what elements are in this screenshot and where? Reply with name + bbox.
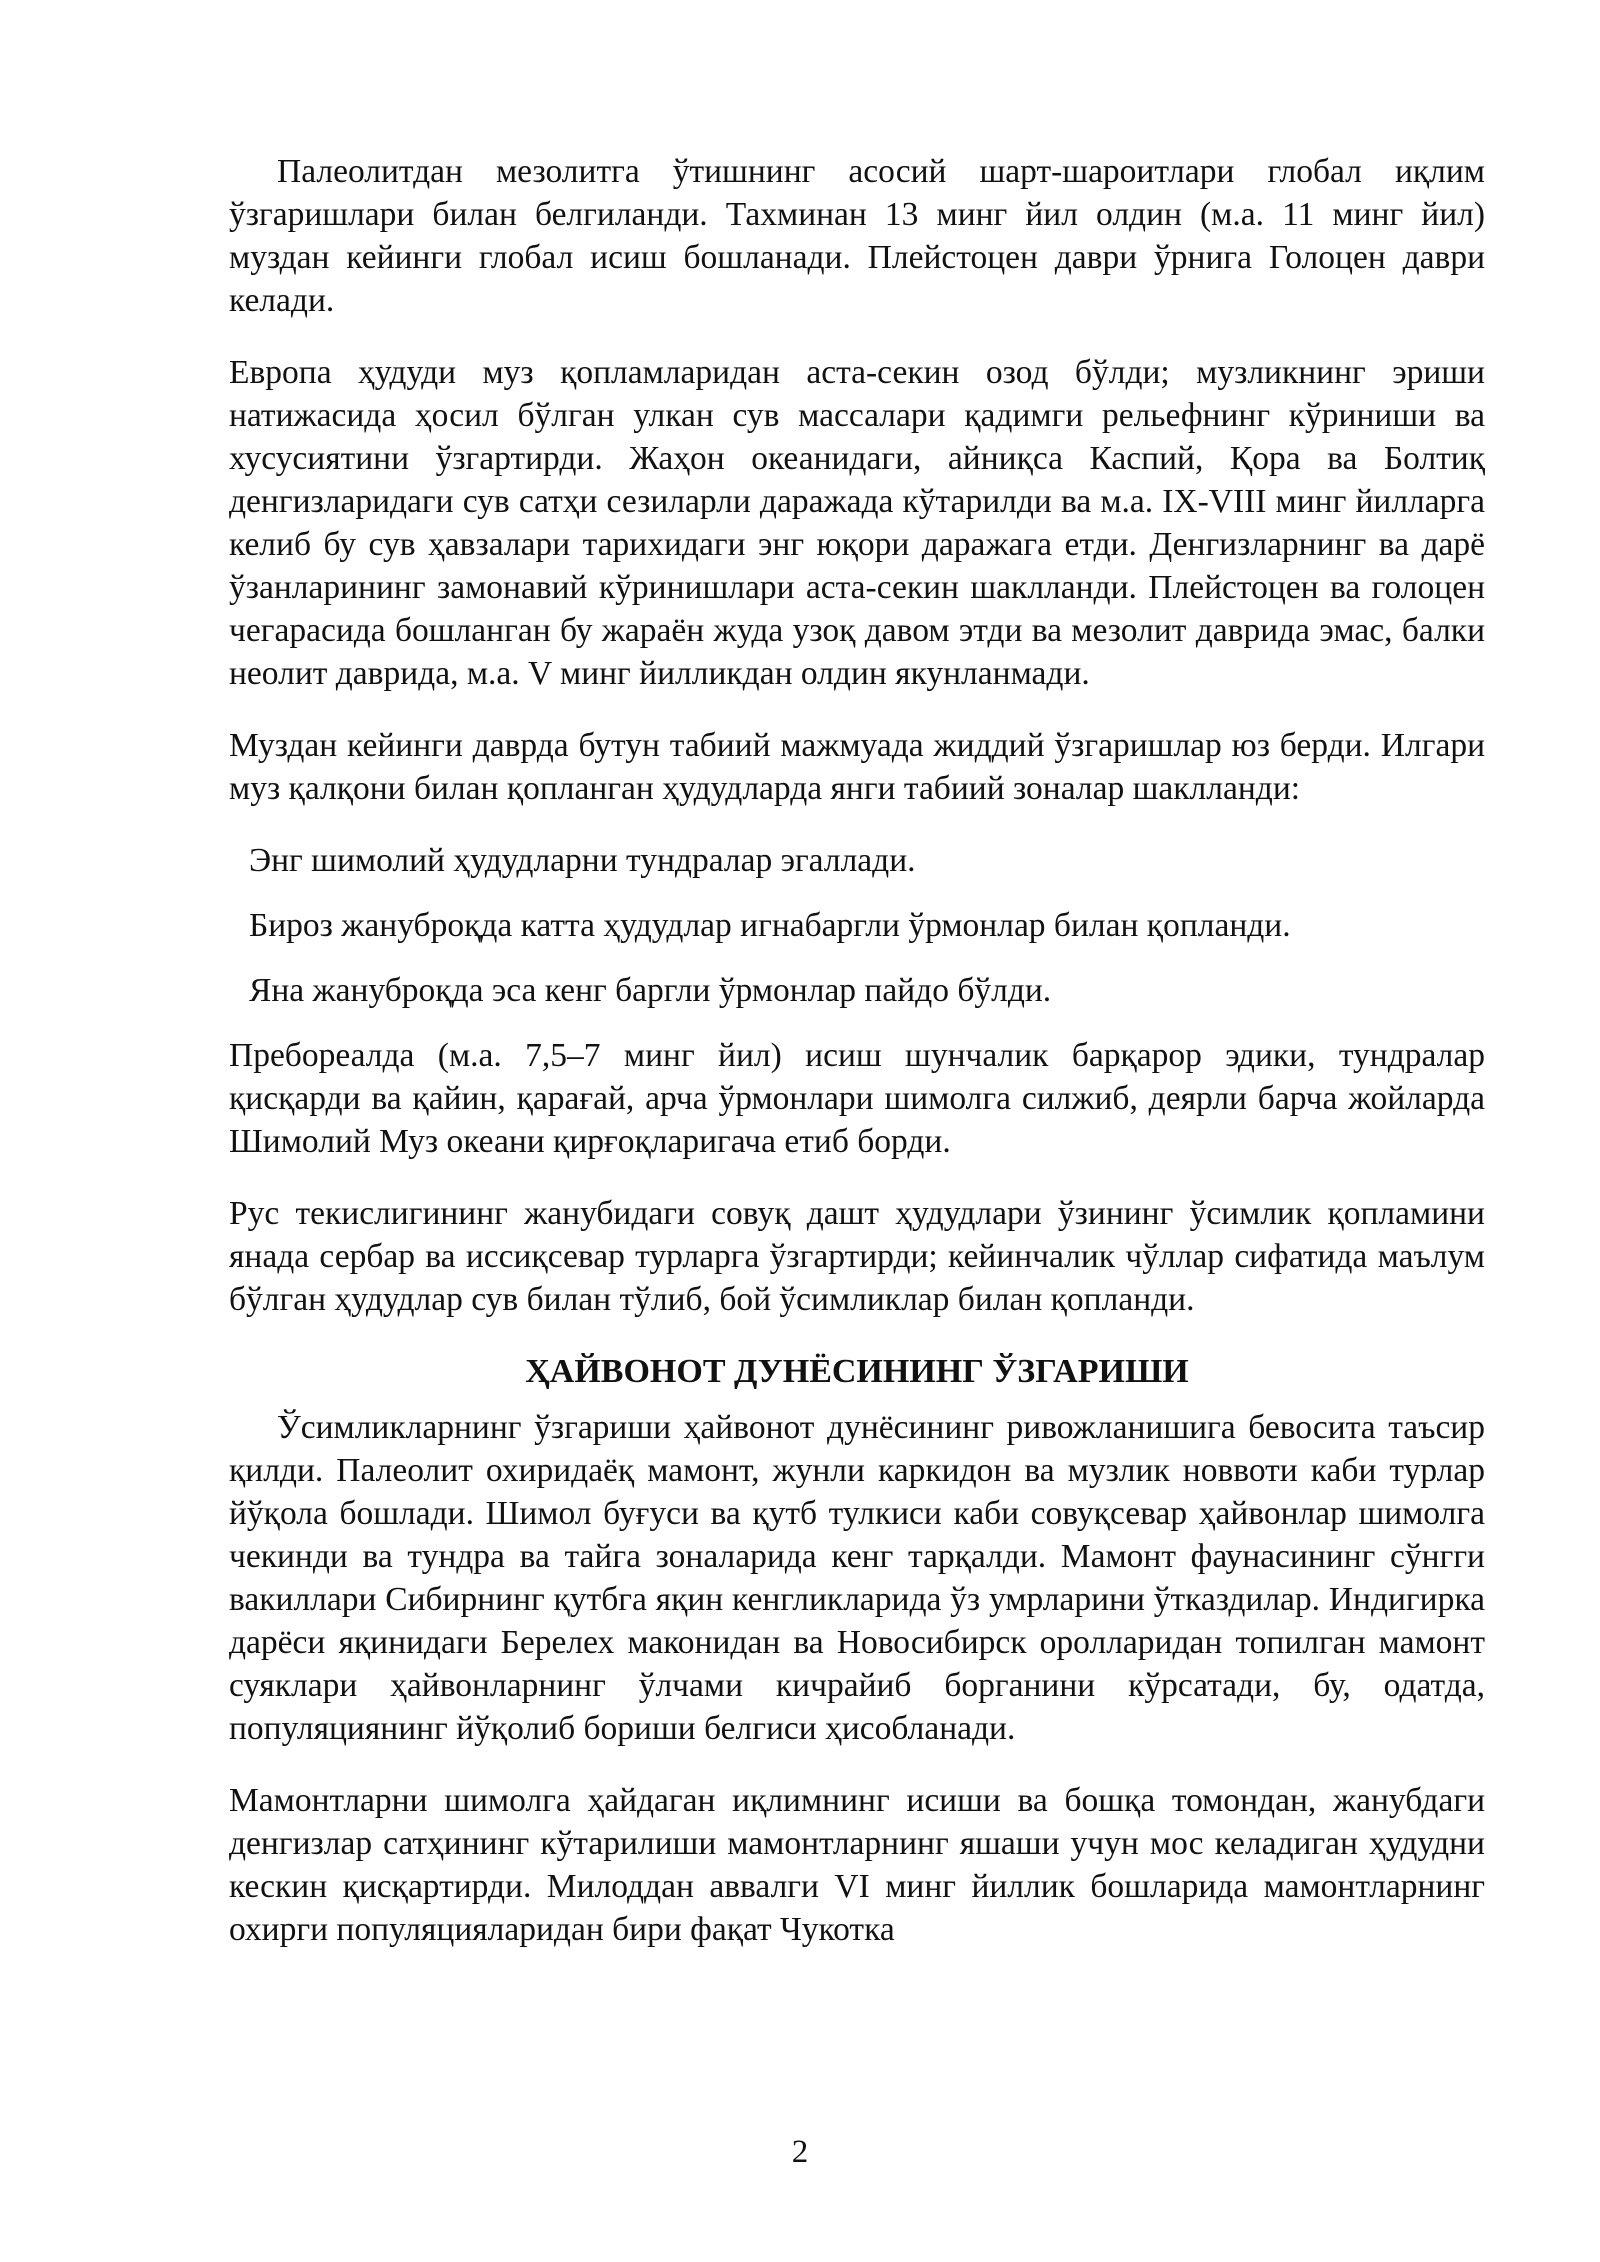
list-item-coniferous: Бироз жануброқда катта ҳудудлар игнабаргли ўрмонлар билан қопланди. bbox=[249, 907, 1291, 944]
paragraph-fauna-change: Ўсимликларнинг ўзгариши ҳайвонот дунёсининг ривожланишига бевосита таъсир қилди. Палеолит охиридаёқ мамонт, жунли каркидон ва музлик новвоти каби турлар йўқола бошлади. Шимол буғуси ва қутб тулкиси каби совуқсевар ҳайвонлар шимолга чекинди ва тундра ва тайга зоналарида кенг тарқалди. Мамонт фаунасининг сўнгги вакиллари Сибирнинг қутбга яқин кенгликларида ўз умрларини ўтказдилар. Индигирка дарёси яқинидаги Берелех маконидан ва Новосибирск оролларидан топилган мамонт суяклари ҳайвонларнинг ўлчами кичрайиб борганини кўрсатади, бу, одатда, популяциянинг йўқолиб бориши белгиси ҳисобланади. bbox=[229, 1409, 1485, 1747]
paragraph-europe-ice: Европа ҳудуди муз қопламларидан аста-секин озод бўлди; музликнинг эриши натижасида ҳосил бўлган улкан сув массалари қадимги рельефнинг кўриниши ва хусусиятини ўзгартирди. Жаҳон океанидаги, айниқса Каспий, Қора ва Болтиқ денгизларидаги сув сатҳи сезиларли даражада кўтарилди ва м.а. IX-VIII минг йилларга келиб бу сув ҳавзалари тарихидаги энг юқори даражага етди. Денгизларнинг ва дарё ўзанларининг замонавий кўринишлари аста-секин шаклланди. Плейстоцен ва голоцен чегарасида бошланган бу жараён жуда узоқ давом этди ва мезолит даврида эмас, балки неолит даврида, м.а. V минг йилликдан олдин якунланмади. bbox=[229, 354, 1485, 692]
section-heading: ҲАЙВОНОТ ДУНЁСИНИНГ ЎЗГАРИШИ bbox=[525, 1353, 1189, 1390]
paragraph-russian-plain: Рус текислигининг жанубидаги совуқ дашт ҳудудлари ўзининг ўсимлик қопламини янада сербар ва иссиқсевар турларга ўзгартирди; кейинчалик чўллар сифатида маълум бўлган ҳудудлар сув билан тўлиб, бой ўсимликлар билан қопланди. bbox=[229, 1195, 1485, 1318]
document-page bbox=[229, 150, 1485, 1980]
list-item-tundra: Энг шимолий ҳудудларни тундралар эгаллади. bbox=[249, 842, 916, 879]
page-number: 2 bbox=[791, 2134, 809, 2170]
list-item-broadleaf: Яна жануброқда эса кенг баргли ўрмонлар пайдо бўлди. bbox=[249, 972, 1052, 1009]
paragraph-natural-zones: Муздан кейинги даврда бутун табиий мажмуада жиддий ўзгаришлар юз берди. Илгари муз қалқони билан қопланган ҳудудларда янги табиий зоналар шаклланди: bbox=[229, 727, 1485, 807]
paragraph-mammoths: Мамонтларни шимолга ҳайдаган иқлимнинг исиши ва бошқа томондан, жанубдаги денгизлар сатҳининг кўтарилиши мамонтларнинг яшаши учун мос келадиган ҳудудни кескин қисқартирди. Милоддан аввалги VI минг йиллик бошларида мамонтларнинг охирги популяцияларидан бири фақат Чукотка bbox=[229, 1782, 1485, 1948]
paragraph-preboreal: Пребореалда (м.а. 7,5–7 минг йил) исиш шунчалик барқарор эдики, тундралар қисқарди ва қайин, қарағай, арча ўрмонлари шимолга силжиб, деярли барча жойларда Шимолий Муз океани қирғоқларигача етиб борди. bbox=[229, 1037, 1485, 1160]
paragraph-climate-transition: Палеолитдан мезолитга ўтишнинг асосий шарт-шароитлари глобал иқлим ўзгаришлари билан белгиланди. Тахминан 13 минг йил олдин (м.а. 11 минг йил) муздан кейинги глобал исиш бошланади. Плейстоцен даври ўрнига Голоцен даври келади. bbox=[229, 153, 1485, 319]
